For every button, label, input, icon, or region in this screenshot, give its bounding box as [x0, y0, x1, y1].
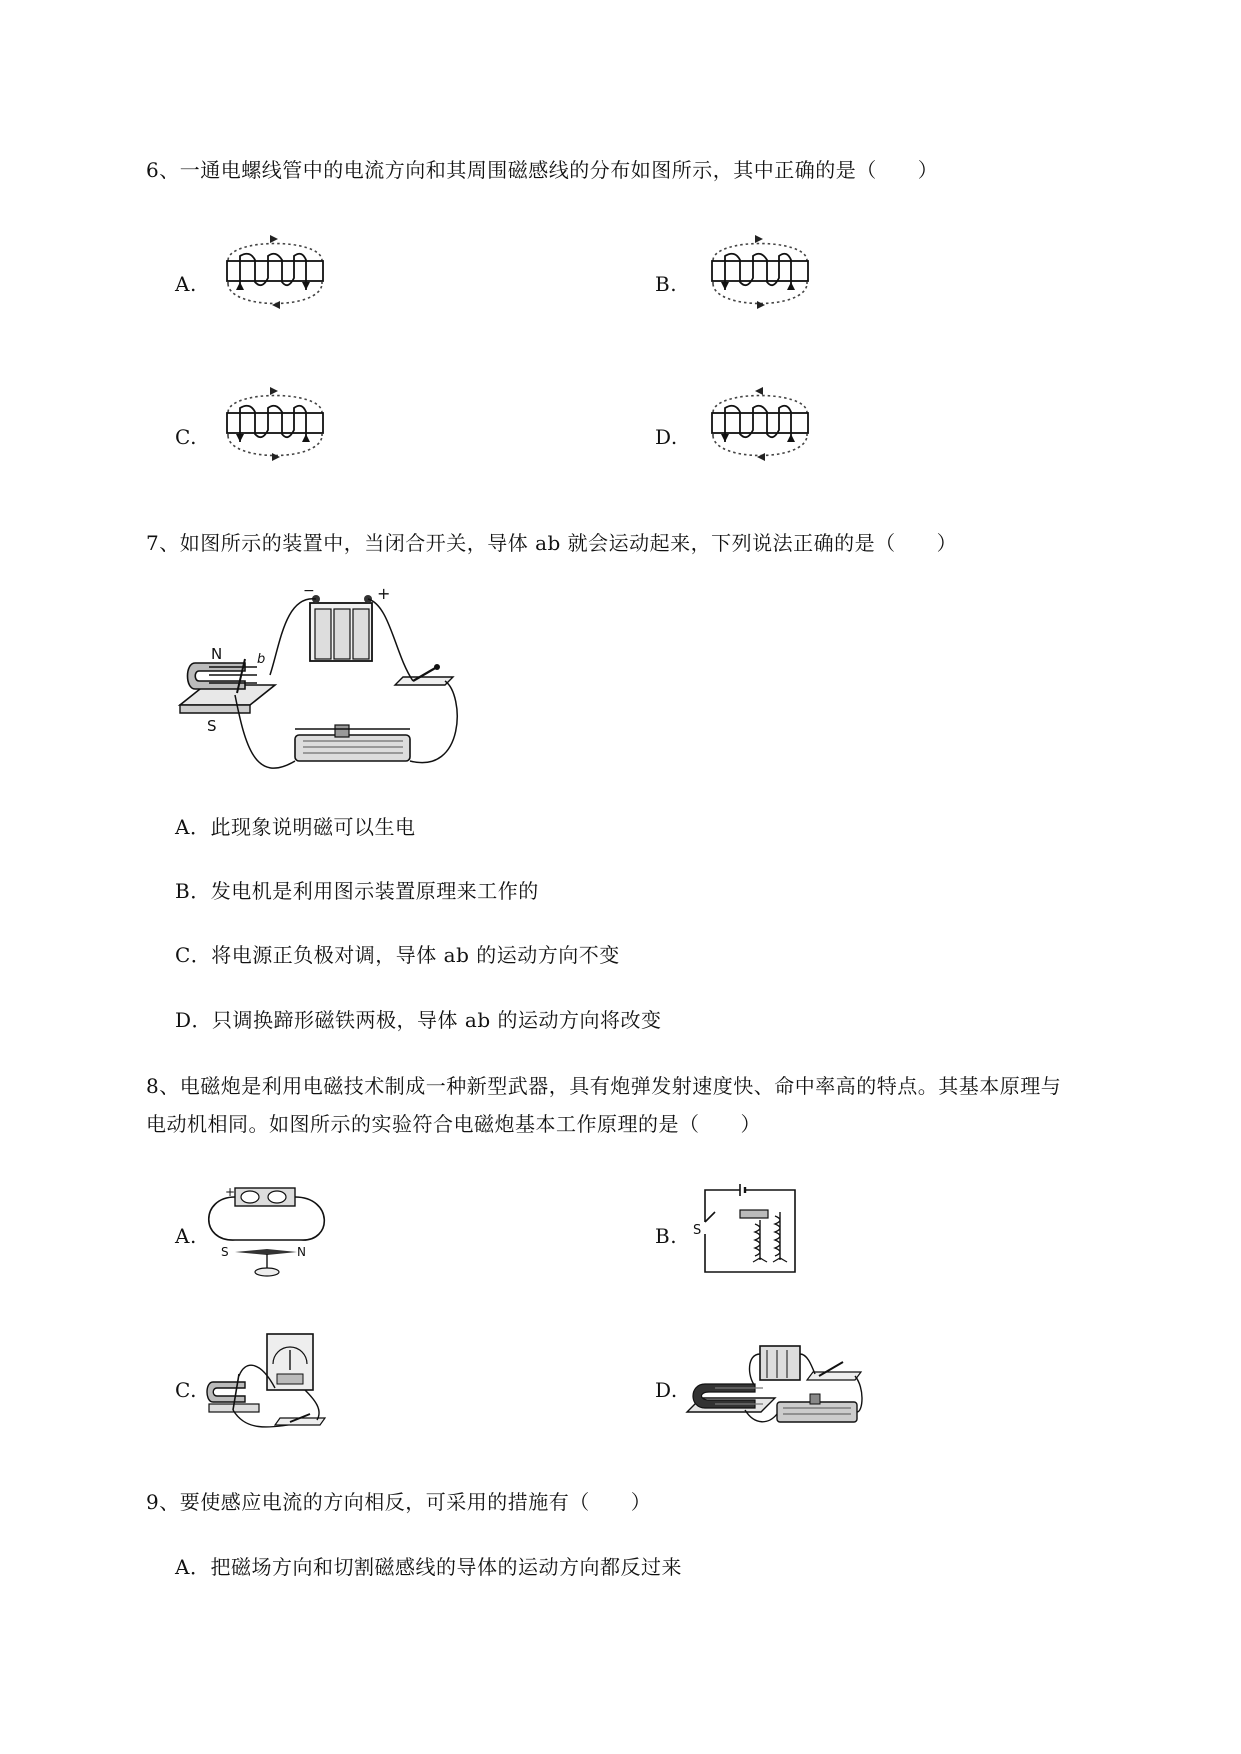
- q8-option-b-electromagnet-figure: [685, 1182, 810, 1282]
- q6-option-b-label[interactable]: B.: [655, 272, 678, 296]
- q8-option-a-compass-figure: [205, 1182, 330, 1282]
- q8-option-a-label[interactable]: A.: [175, 1224, 197, 1248]
- q7-option-a[interactable]: A．此现象说明磁可以生电: [175, 815, 416, 839]
- q7-option-b[interactable]: B．发电机是利用图示装置原理来工作的: [175, 879, 539, 903]
- q6-option-b-solenoid-figure: [695, 230, 825, 330]
- q8-option-c-galvanometer-figure: [205, 1330, 330, 1440]
- q8-option-c-label[interactable]: C.: [175, 1378, 197, 1402]
- question-8-text-line-1: 8、电磁炮是利用电磁技术制成一种新型武器，具有炮弹发射速度快、命中率高的特点。其基本原理与: [146, 1074, 1062, 1098]
- question-9-text: 9、要使感应电流的方向相反，可采用的措施有（ ）: [146, 1490, 652, 1514]
- question-6-text: 6、一通电螺线管中的电流方向和其周围磁感线的分布如图所示，其中正确的是（ ）: [146, 158, 939, 182]
- q6-option-c-label[interactable]: C.: [175, 425, 197, 449]
- compass-s-label: S: [221, 1245, 229, 1259]
- question-8-text-line-2: 电动机相同。如图所示的实验符合电磁炮基本工作原理的是（ ）: [146, 1112, 761, 1136]
- question-7-text: 7、如图所示的装置中，当闭合开关，导体 ab 就会运动起来，下列说法正确的是（ ）: [146, 531, 958, 555]
- conductor-b-label: b: [257, 652, 266, 667]
- q7-option-d[interactable]: D．只调换蹄形磁铁两极，导体 ab 的运动方向将改变: [175, 1008, 662, 1032]
- switch-s-label: S: [693, 1223, 702, 1238]
- q6-option-d-solenoid-figure: [695, 382, 825, 482]
- q6-option-d-label[interactable]: D.: [655, 425, 678, 449]
- q7-motor-apparatus-figure: [175, 585, 465, 785]
- q8-option-d-label[interactable]: D.: [655, 1378, 678, 1402]
- q6-option-a-label[interactable]: A.: [175, 272, 197, 296]
- q8-option-b-label[interactable]: B.: [655, 1224, 678, 1248]
- compass-n-label: N: [297, 1245, 306, 1259]
- magnet-n-label: N: [211, 645, 223, 663]
- battery-plus-label: +: [225, 1185, 236, 1199]
- q6-option-a-solenoid-figure: [210, 230, 340, 330]
- q7-option-c[interactable]: C．将电源正负极对调，导体 ab 的运动方向不变: [175, 943, 620, 967]
- q8-option-d-motor-figure: [685, 1340, 865, 1435]
- q6-option-c-solenoid-figure: [210, 382, 340, 482]
- battery-minus-label: −: [303, 583, 315, 599]
- magnet-s-label: S: [207, 717, 217, 735]
- q9-option-a[interactable]: A．把磁场方向和切割磁感线的导体的运动方向都反过来: [175, 1555, 682, 1579]
- battery-plus-label: +: [377, 584, 391, 603]
